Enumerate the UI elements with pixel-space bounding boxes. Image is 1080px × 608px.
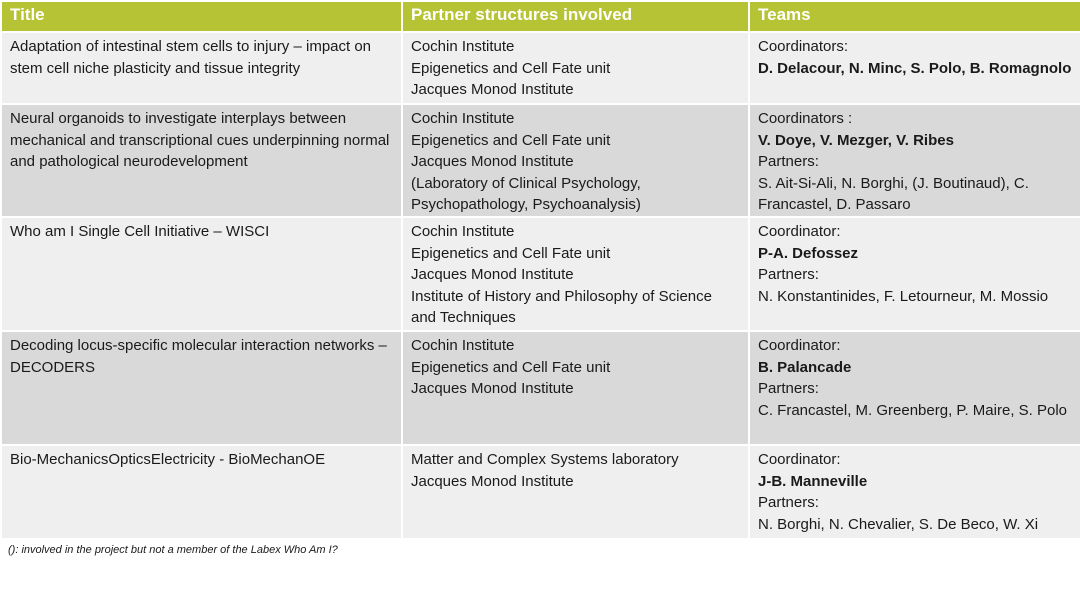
partner-structure: Cochin Institute (411, 38, 515, 55)
team-partners: N. Konstantinides, F. Letourneur, M. Mossio (758, 287, 1049, 305)
partner-structure: Jacques Monod Institute (411, 472, 574, 490)
coordinators: V. Doye, V. Mezger, V. Ribes (758, 131, 954, 149)
header-teams: Teams (749, 1, 1080, 32)
teams (749, 445, 1080, 539)
partners-label: Partners: (758, 153, 819, 171)
project-title: Neural organoids to investigate interplays between mechanical and transcriptional cues underpinning normal and pathological neurodevelopment (1, 104, 402, 217)
partner-structure: Jacques Monod Institute (411, 153, 574, 171)
coordinators: D. Delacour, N. Minc, S. Polo, B. Romagnolo (758, 59, 1072, 77)
coordinators: P-A. Defossez (758, 244, 859, 262)
footnote: (): involved in the project but not a member of the Labex Who Am I? (8, 544, 338, 556)
partner-structure: Epigenetics and Cell Fate unit (411, 59, 611, 77)
coordinator-label: Coordinator: (758, 223, 841, 240)
partner-structure: Epigenetics and Cell Fate unit (411, 131, 611, 149)
partner-structure: Cochin Institute (411, 110, 515, 127)
partners-label: Partners: (758, 266, 819, 284)
partner-structures (402, 104, 749, 217)
partner-structure: Matter and Complex Systems laboratory (411, 451, 679, 468)
partner-structure: Epigenetics and Cell Fate unit (411, 358, 611, 376)
team-partners: N. Borghi, N. Chevalier, S. De Beco, W. Xi (758, 515, 1039, 533)
header-title: Title (1, 1, 402, 32)
header-row (1, 1, 1080, 32)
partner-structures (402, 445, 749, 539)
coordinator-label: Coordinators: (758, 38, 849, 55)
teams (749, 104, 1080, 217)
project-title: Decoding locus-specific molecular interaction networks – DECODERS (1, 331, 402, 445)
partner-structure: Institute of History and Philosophy of Science and Techniques (411, 287, 712, 327)
teams (749, 217, 1080, 331)
header-partners: Partner structures involved (402, 1, 749, 32)
partner-structure: Epigenetics and Cell Fate unit (411, 244, 611, 262)
table-row (1, 104, 1080, 217)
table-row (1, 217, 1080, 331)
team-partners: C. Francastel, M. Greenberg, P. Maire, S. Polo (758, 401, 1068, 419)
table-row (1, 445, 1080, 539)
partner-structure: Jacques Monod Institute (411, 380, 574, 398)
partner-structure: (Laboratory of Clinical Psychology, Psychopathology, Psychoanalysis) (411, 174, 641, 214)
team-partners: S. Ait-Si-Ali, N. Borghi, (J. Boutinaud), C. Francastel, D. Passaro (758, 174, 1029, 214)
project-title: Bio-MechanicsOpticsElectricity - BioMechanOE (1, 445, 402, 539)
partner-structures (402, 331, 749, 445)
coordinator-label: Coordinator: (758, 451, 841, 468)
teams (749, 32, 1080, 104)
partner-structures (402, 32, 749, 104)
table-row (1, 331, 1080, 445)
partner-structure: Cochin Institute (411, 223, 515, 240)
project-title: Who am I Single Cell Initiative – WISCI (1, 217, 402, 331)
coordinators: B. Palancade (758, 358, 852, 376)
partners-label: Partners: (758, 380, 819, 398)
partner-structure: Cochin Institute (411, 337, 515, 354)
partner-structure: Jacques Monod Institute (411, 266, 574, 284)
table-row (1, 32, 1080, 104)
partners-label: Partners: (758, 494, 819, 512)
partner-structures (402, 217, 749, 331)
coordinators: J-B. Manneville (758, 472, 868, 490)
coordinator-label: Coordinator: (758, 337, 841, 354)
teams (749, 331, 1080, 445)
project-title: Adaptation of intestinal stem cells to injury – impact on stem cell niche plasticity and tissue integrity (1, 32, 402, 104)
coordinator-label: Coordinators : (758, 110, 853, 127)
partner-structure: Jacques Monod Institute (411, 81, 574, 99)
